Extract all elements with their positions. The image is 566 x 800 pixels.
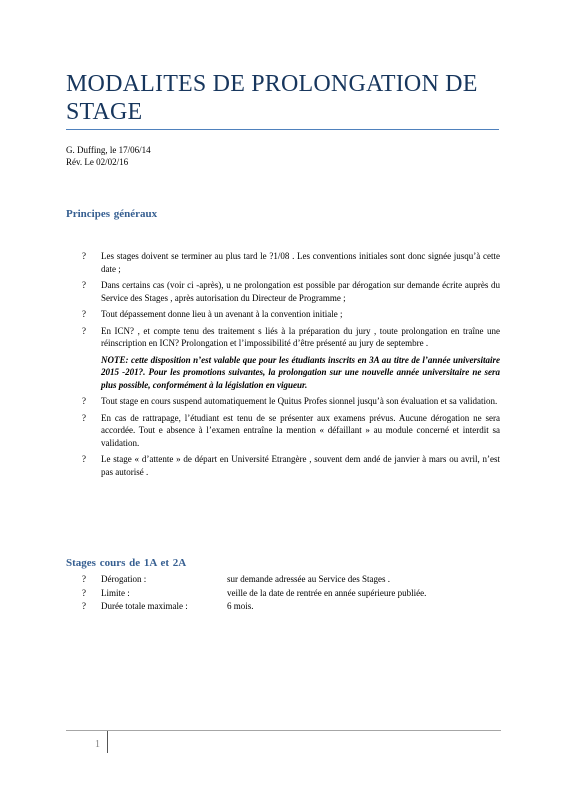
list-item-text: En ICN? , et compte tenu des traitement s liés à la préparation du jury , toute prolongation en traîne une réinscription en ICN? Prolongation et l’impossibilité d’être présenté au jury de septembre . xyxy=(101,325,500,348)
list-item-text: Les stages doivent se terminer au plus tard le ?1/08 . Les conventions initiales sont donc signée jusqu’à cette date ; xyxy=(101,251,500,274)
bullet-marker: ? xyxy=(82,280,86,290)
bullet-marker: ? xyxy=(82,574,86,584)
item-value: sur demande adressée au Service des Stages . xyxy=(227,574,390,584)
list-item xyxy=(82,573,500,586)
list-item xyxy=(82,308,500,321)
footer-rule xyxy=(66,730,501,731)
list-item xyxy=(82,587,500,600)
list-item-text: En cas de rattrapage, l’étudiant est tenu de se présenter aux examens prévus. Aucune dérogation ne sera accordée. Tout e absence à l’examen entraîne la mention « défaillant » au module concerné et interdit sa validation. xyxy=(101,412,500,448)
list-item-text: Tout dépassement donne lieu à un avenant à la convention initiale ; xyxy=(101,309,343,319)
author-date: G. Duffing, le 17/06/14 xyxy=(66,145,151,155)
list-item-text: Dans certains cas (voir ci -après), u ne prolongation est possible par dérogation sur demande écrite auprès du Service des Stages , après autorisation du Directeur de Programme ; xyxy=(101,280,500,303)
item-value: 6 mois. xyxy=(227,601,254,611)
list-item xyxy=(82,325,500,392)
list-item xyxy=(82,600,500,613)
title-underline xyxy=(66,129,499,130)
revision-date: Rév. Le 02/02/16 xyxy=(66,157,129,167)
item-label: Dérogation : xyxy=(101,574,147,584)
principles-list xyxy=(82,250,500,482)
item-label: Durée totale maximale : xyxy=(101,601,188,611)
bullet-marker: ? xyxy=(82,587,86,598)
bullet-marker: ? xyxy=(82,454,86,464)
list-item xyxy=(82,395,500,408)
heading-principes-generaux: Principes généraux xyxy=(66,208,158,220)
bullet-marker: ? xyxy=(82,325,86,336)
page-number: 1 xyxy=(95,739,100,750)
document-title: MODALITES DE PROLONGATION DE STAGE xyxy=(66,71,478,125)
list-item xyxy=(82,412,500,450)
stages-list xyxy=(82,573,500,614)
bullet-marker: ? xyxy=(82,412,86,423)
item-value: veille de la date de rentrée en année supérieure publiée. xyxy=(227,587,427,598)
list-item-text: Le stage « d’attente » de départ en Université Etrangère , souvent dem andé de janvier à mars ou avril, n’est pas autorisé . xyxy=(101,454,500,477)
bullet-marker: ? xyxy=(82,601,86,611)
bullet-marker: ? xyxy=(82,396,86,406)
document-meta xyxy=(66,144,151,168)
list-item xyxy=(82,250,500,275)
list-item xyxy=(82,279,500,304)
bullet-marker: ? xyxy=(82,251,86,261)
item-label: Limite : xyxy=(101,587,130,598)
list-item xyxy=(82,453,500,478)
note-paragraph: NOTE: cette disposition n’est valable que pour les étudiants inscrits en 3A au titre de l’année universitaire 2015 -201?. Pour les promotions suivantes, la prolongation sur une nouvelle année universitaire ne sera plus possible, conformément à la législation en vigueur. xyxy=(101,354,500,390)
list-item-text: Tout stage en cours suspend automatiquement le Quitus Profes sionnel jusqu’à son évaluation et sa validation. xyxy=(101,396,498,406)
heading-stages-1a-2a: Stages cours de 1A et 2A xyxy=(66,557,187,569)
bullet-marker: ? xyxy=(82,309,86,319)
footer-separator xyxy=(107,731,108,753)
